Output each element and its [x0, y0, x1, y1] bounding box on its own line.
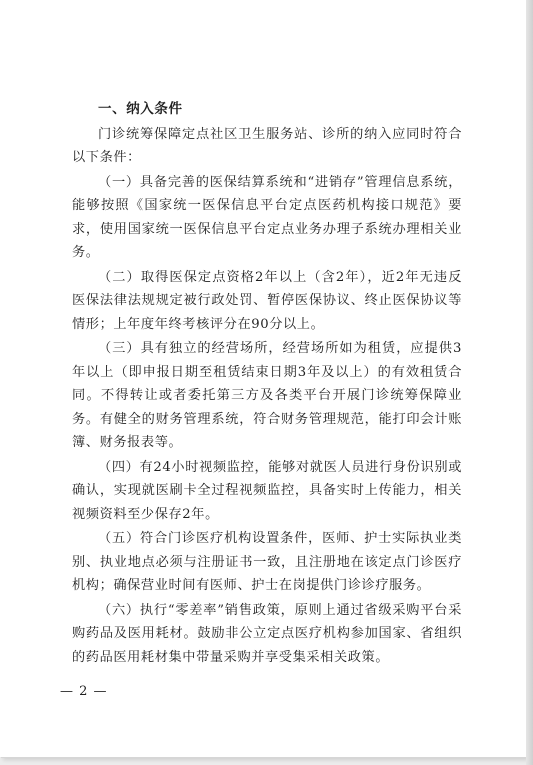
page-number: — 2 —	[60, 684, 108, 699]
paragraph-item-3: （三）具有独立的经营场所，经营场所如为租赁，应提供3年以上（即申报日期至租赁结束日期3年及以上）的有效租赁合同。不得转让或者委托第三方及各类平台开展门诊统筹保障业务。有健全的财务管理系统，符合财务管理规范，能打印会计账簿、财务报表等。	[72, 341, 462, 450]
paragraph-item-1: （一）具备完善的医保结算系统和“进销存”管理信息系统，能够按照《国家统一医保信息平台定点医药机构接口规范》要求，使用国家统一医保信息平台定点业务办理子系统办理相关业务。	[72, 174, 462, 260]
paragraph-item-6: （六）执行“零差率”销售政策，原则上通过省级采购平台采购药品及医用耗材。鼓励非公立定点医疗机构参加国家、省组织的药品医用耗材集中带量采购并享受集采相关政策。	[72, 602, 462, 665]
paragraph-item-5: （五）符合门诊医疗机构设置条件，医师、护士实际执业类别、执业地点必须与注册证书一致，且注册地在该定点门诊医疗机构；确保营业时间有医师、护士在岗提供门诊诊疗服务。	[72, 531, 462, 593]
section-heading: 一、纳入条件	[98, 101, 183, 117]
page-edge-shadow	[526, 0, 533, 765]
paragraph-intro: 门诊统筹保障定点社区卫生服务站、诊所的纳入应同时符合以下条件：	[72, 126, 462, 165]
paragraph-item-2: （二）取得医保定点资格2年以上（含2年），近2年无违反医保法律法规规定被行政处罚、暂停医保协议、终止医保协议等情形；上年度年终考核评分在90分以上。	[72, 269, 462, 332]
document-body	[72, 98, 462, 670]
paragraph-item-4: （四）有24小时视频监控，能够对就医人员进行身份识别或确认，实现就医刷卡全过程视频监控，具备实时上传能力，相关视频资料至少保存2年。	[72, 459, 462, 522]
